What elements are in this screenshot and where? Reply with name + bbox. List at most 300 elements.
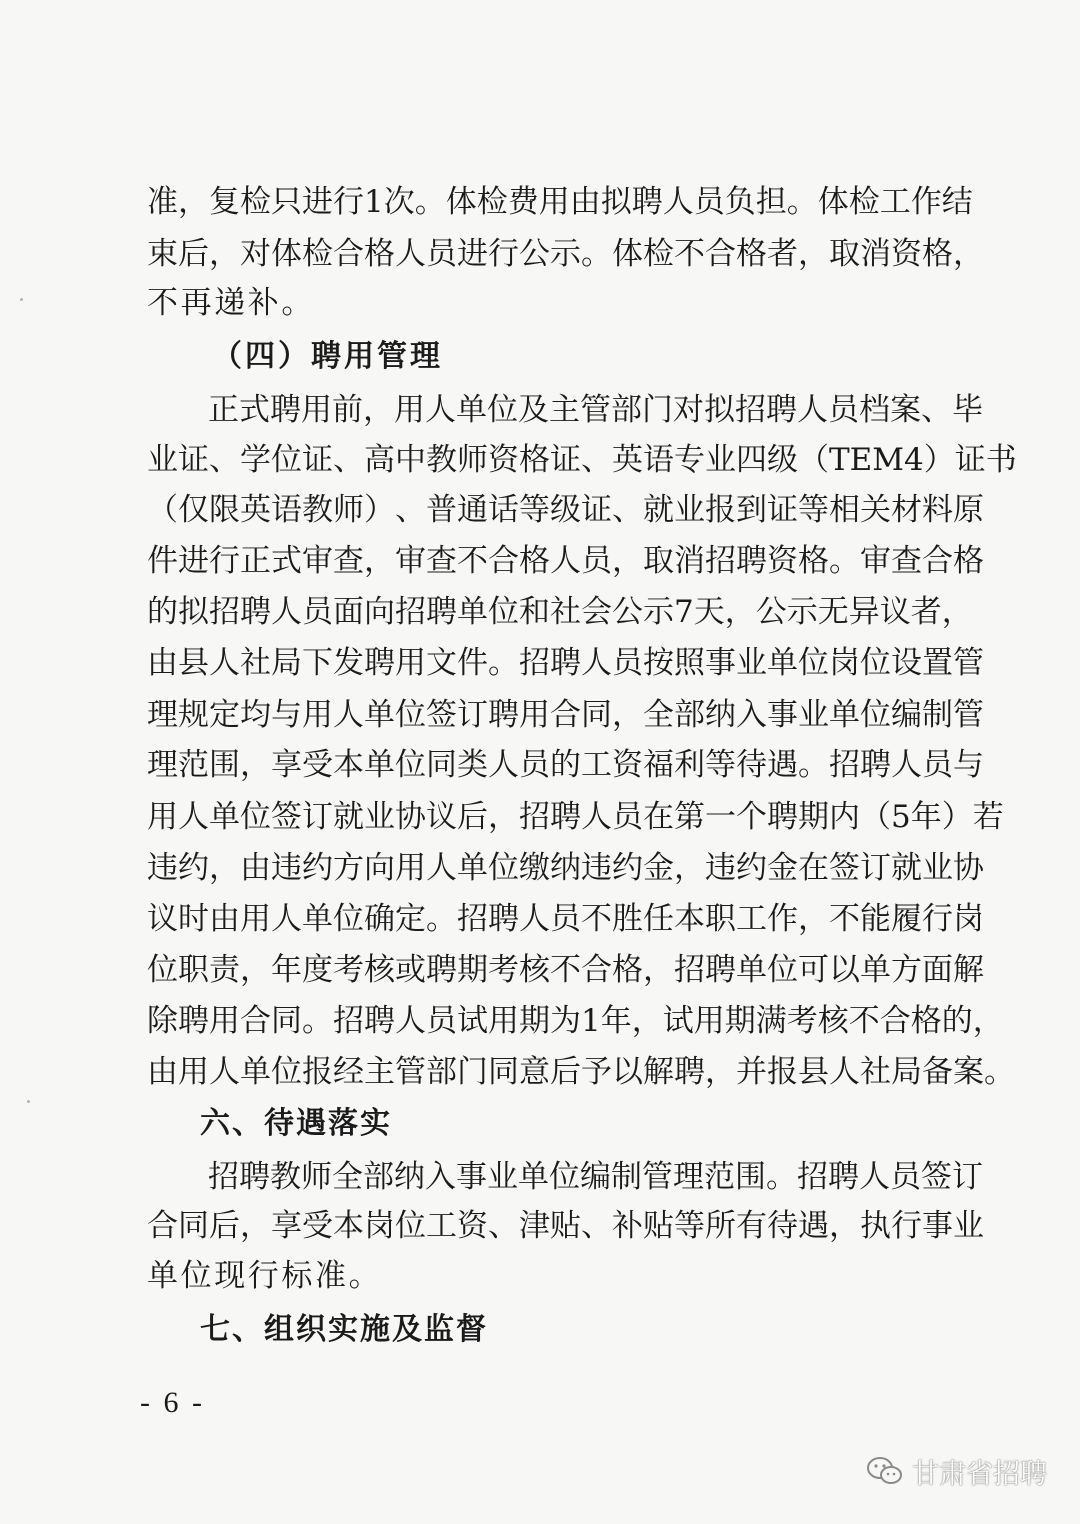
glyph: 单 [457,850,488,886]
paragraph-line [147,440,1017,480]
glyph: 、 [581,1208,612,1244]
glyph: 用 [488,1003,519,1039]
glyph: 签 [271,799,302,835]
glyph: 违 [271,850,302,886]
glyph: 约 [612,850,643,886]
glyph: 单 [209,799,240,835]
glyph: 位 [860,645,891,681]
glyph: 只 [271,184,302,220]
glyph: 不 [457,543,488,579]
glyph: 制 [611,1159,642,1195]
glyph: 事 [922,1208,953,1244]
glyph: 的 [147,594,178,630]
glyph: 第 [674,799,705,835]
glyph: 单 [364,747,395,783]
glyph: 教 [302,492,333,528]
glyph: 就 [643,492,674,528]
glyph: 享 [271,747,302,783]
wechat-icon [866,1456,904,1486]
glyph: 格 [798,543,829,579]
glyph: 招 [457,901,488,937]
glyph: 料 [922,492,953,528]
glyph: 与 [271,697,302,733]
paragraph-line [147,797,1004,837]
glyph: 资 [891,236,922,272]
glyph: 等 [674,1208,705,1244]
glyph: 聘 [828,1159,859,1195]
glyph: 满 [755,1003,787,1039]
glyph: 级 [767,442,798,478]
glyph: 作 [910,184,942,220]
glyph: 津 [519,1208,550,1244]
glyph: ， [953,236,984,272]
glyph: 事 [456,1159,487,1195]
glyph: 就 [891,850,922,886]
glyph: 查 [891,543,922,579]
glyph: 核 [519,952,550,988]
glyph: 公 [519,236,550,272]
glyph: 所 [705,1208,736,1244]
glyph: 贴 [550,1208,581,1244]
glyph: 违 [705,850,736,886]
glyph: 签 [829,850,860,886]
glyph: 检 [240,184,271,220]
glyph: 聘 [239,1159,270,1195]
glyph: 约 [736,850,767,886]
glyph: 经 [333,1054,364,1090]
glyph: 用 [394,392,425,428]
glyph: 公 [612,594,643,630]
glyph: 有 [736,1208,767,1244]
glyph: 部 [611,392,642,428]
glyph: 进 [457,236,488,272]
glyph: 内 [829,799,860,835]
glyph: 师 [301,1159,332,1195]
glyph: ， [363,392,394,428]
glyph: 员 [426,1003,457,1039]
glyph: 。 [766,1159,797,1195]
paragraph-line [147,1052,1015,1092]
glyph: 招 [705,543,736,579]
glyph: ， [612,697,643,733]
glyph: 面 [333,594,364,630]
glyph: 聘 [631,184,663,220]
glyph: 人 [891,747,922,783]
glyph: 合 [333,236,364,272]
glyph: 在 [798,850,829,886]
glyph: 话 [488,492,519,528]
glyph: 全 [332,1159,363,1195]
glyph: 教 [270,1159,301,1195]
glyph: 工 [879,184,911,220]
glyph: 同 [488,1054,519,1090]
glyph: 试 [662,1003,694,1039]
glyph: 年 [271,952,302,988]
glyph: （ [860,799,891,835]
glyph: 考 [786,1003,818,1039]
glyph: 高 [364,442,395,478]
glyph: 单 [364,697,395,733]
glyph: 用 [147,799,178,835]
glyph: 补 [612,1208,643,1244]
glyph: 岗 [829,645,860,681]
paragraph-line [147,695,984,735]
scan-speck [27,1100,30,1103]
glyph: 违 [147,850,178,886]
glyph: 试 [457,1003,488,1039]
glyph: 合 [922,543,953,579]
glyph: 予 [581,1054,612,1090]
glyph: 位 [395,697,426,733]
glyph: 书 [985,442,1017,478]
glyph: 取 [829,236,860,272]
glyph: 发 [333,645,364,681]
glyph: 进 [302,184,333,220]
glyph: 用 [395,645,426,681]
glyph: 部 [674,697,705,733]
glyph: 同 [178,1208,209,1244]
glyph: 制 [922,697,953,733]
glyph: 解 [643,1054,674,1090]
glyph: ， [631,1003,663,1039]
glyph: 由 [209,901,240,937]
glyph: 作 [767,901,798,937]
glyph: 单 [860,952,891,988]
glyph: 人 [662,184,694,220]
glyph: 员 [890,1159,921,1195]
glyph: 规 [178,697,209,733]
glyph: 人 [395,236,426,272]
glyph: 位 [271,442,302,478]
glyph: 示 [643,594,674,630]
glyph: ， [798,236,829,272]
glyph: 期 [457,952,488,988]
glyph: 向 [364,850,395,886]
glyph: 聘 [767,799,798,835]
glyph: 编 [580,1159,611,1195]
glyph: 核 [364,952,395,988]
glyph: 案 [890,392,921,428]
glyph: ， [178,184,209,220]
glyph: 入 [425,1159,456,1195]
glyph: 核 [817,1003,849,1039]
glyph: 缴 [519,850,550,886]
glyph: 可 [798,952,829,988]
glyph: 、 [209,442,240,478]
glyph: 材 [891,492,922,528]
glyph: 协 [953,850,984,886]
glyph: 员 [550,901,581,937]
glyph: 管 [395,1054,426,1090]
glyph: 签 [426,697,457,733]
glyph: 人 [581,645,612,681]
glyph: 招 [735,392,766,428]
glyph: 聘 [766,392,797,428]
glyph: ， [364,543,395,579]
glyph: 主 [364,1054,395,1090]
glyph: 正 [240,543,271,579]
glyph: 确 [364,901,395,937]
glyph: 结 [941,184,973,220]
glyph: 员 [426,236,457,272]
glyph: 不 [550,952,581,988]
glyph: 检 [302,236,333,272]
paragraph-line [147,490,984,530]
glyph: 或 [395,952,426,988]
glyph: 人 [519,901,550,937]
paragraph-line: 单位现行标准。 [147,1258,383,1294]
glyph: 一 [705,799,736,835]
glyph: 用 [209,1003,240,1039]
glyph: 审 [860,543,891,579]
glyph: 单 [240,1054,271,1090]
glyph: 合 [705,236,736,272]
glyph: 理 [147,747,178,783]
glyph: 。 [984,1054,1015,1090]
glyph: 档 [859,392,890,428]
glyph: 纳 [550,850,581,886]
glyph: 单 [302,901,333,937]
glyph: 位 [488,850,519,886]
glyph: 履 [891,901,922,937]
glyph: 员 [302,594,333,630]
glyph: 合 [147,1208,178,1244]
glyph: 消 [860,236,891,272]
glyph: 5 [891,799,911,835]
section-heading: （四）聘用管理 [212,339,443,374]
glyph: 位 [488,594,519,630]
glyph: 、 [395,492,426,528]
glyph: 解 [953,952,984,988]
glyph: 师 [333,492,364,528]
glyph: ， [240,747,271,783]
glyph: 意 [519,1054,550,1090]
glyph: 同 [426,747,457,783]
glyph: ， [612,543,643,579]
glyph: 招 [209,594,240,630]
glyph: 证 [581,492,612,528]
glyph: 合 [879,1003,911,1039]
glyph: 年 [910,799,942,835]
glyph: 位 [271,1054,302,1090]
glyph: 人 [859,1159,890,1195]
glyph: 门 [457,1054,488,1090]
glyph: 用 [301,392,332,428]
glyph: 管 [580,392,611,428]
glyph: 定 [209,697,240,733]
glyph: ， [705,1054,736,1090]
glyph: 期 [519,1003,550,1039]
glyph: 聘 [364,1003,395,1039]
glyph: ， [643,952,674,988]
glyph: 人 [271,594,302,630]
glyph: 局 [891,1054,922,1090]
glyph: 单 [829,697,860,733]
glyph: 资 [457,1208,488,1244]
glyph: 县 [798,1054,829,1090]
glyph: 范 [704,1159,735,1195]
glyph: 约 [302,850,333,886]
paragraph-line [147,182,973,222]
glyph: 年 [600,1003,632,1039]
glyph: 消 [674,543,705,579]
glyph: 拟 [178,594,209,630]
glyph: 异 [848,594,880,630]
glyph: 案 [953,1054,984,1090]
glyph: 格 [922,236,953,272]
glyph: 格 [519,543,550,579]
glyph: 查 [333,543,364,579]
glyph: 人 [581,799,612,835]
glyph: 中 [395,442,426,478]
glyph: 师 [457,442,488,478]
glyph: 本 [333,1208,364,1244]
glyph: 查 [426,543,457,579]
glyph: 管 [642,1159,673,1195]
glyph: 订 [952,1159,983,1195]
glyph: 1 [364,184,384,220]
glyph: 教 [426,442,457,478]
glyph: TEM4 [829,442,924,478]
glyph: 等 [519,492,550,528]
glyph: 职 [178,952,209,988]
glyph: 聘 [178,1003,209,1039]
glyph: 证 [178,442,209,478]
glyph: 审 [302,543,333,579]
glyph: 招 [208,1159,239,1195]
glyph: 体 [445,184,477,220]
glyph: 置 [922,645,953,681]
glyph: 资 [612,747,643,783]
glyph: 编 [891,697,922,733]
glyph: 证 [954,442,986,478]
glyph: 由 [240,850,271,886]
paragraph-line [147,899,984,939]
glyph: 单 [736,952,767,988]
paragraph-line [147,1001,1004,1041]
glyph: 关 [860,492,891,528]
glyph: 格 [612,952,643,988]
glyph: 招 [519,645,550,681]
glyph: 遇 [767,747,798,783]
glyph: 围 [209,747,240,783]
glyph: 体 [817,184,849,220]
glyph: 次 [383,184,415,220]
glyph: 束 [147,236,178,272]
glyph: 受 [302,1208,333,1244]
glyph: 用 [240,901,271,937]
glyph: 进 [178,543,209,579]
glyph: 7 [674,594,694,630]
glyph: 就 [333,799,364,835]
glyph: 纳 [705,697,736,733]
glyph: 行 [333,184,364,220]
glyph: ， [724,594,756,630]
glyph: 议 [426,799,457,835]
glyph: 订 [457,697,488,733]
glyph: 者 [767,236,798,272]
glyph: 格 [910,1003,942,1039]
glyph: 人 [550,543,581,579]
glyph: ， [798,901,829,937]
glyph: 聘 [674,1054,705,1090]
glyph: 拟 [600,184,632,220]
glyph: 负 [724,184,756,220]
glyph: ， [829,1208,860,1244]
paragraph-line [147,745,984,785]
glyph: 类 [457,747,488,783]
glyph: 工 [426,1208,457,1244]
glyph: 合 [550,697,581,733]
glyph: 期 [798,799,829,835]
glyph: 单 [457,594,488,630]
glyph: 聘 [488,697,519,733]
glyph: 人 [425,392,456,428]
glyph: 聘 [705,952,736,988]
glyph: 拟 [704,392,735,428]
glyph: 位 [549,1159,580,1195]
glyph: 约 [178,850,209,886]
glyph: 报 [302,1054,333,1090]
glyph: 人 [178,799,209,835]
glyph: 格 [736,236,767,272]
glyph: 合 [581,952,612,988]
glyph: 资 [488,442,519,478]
glyph: 面 [922,952,953,988]
glyph: 员 [612,645,643,681]
glyph: 聘 [364,645,395,681]
glyph: 在 [643,799,674,835]
glyph: 待 [736,747,767,783]
watermark-text: 甘肃省招聘 [912,1458,1047,1490]
glyph: 的 [941,1003,973,1039]
glyph: 的 [550,747,581,783]
glyph: 贴 [643,1208,674,1244]
glyph: 后 [457,799,488,835]
glyph: 单 [456,392,487,428]
glyph: 和 [519,594,550,630]
glyph: 业 [736,645,767,681]
glyph: 不 [674,236,705,272]
glyph: ， [674,850,705,886]
glyph: 门 [642,392,673,428]
glyph: 时 [178,901,209,937]
glyph: 合 [240,1003,271,1039]
glyph: 不 [581,901,612,937]
glyph: 同 [581,697,612,733]
glyph: 订 [860,850,891,886]
glyph: 工 [581,747,612,783]
glyph: 用 [538,184,570,220]
glyph: 胜 [612,901,643,937]
glyph: 证 [302,442,333,478]
glyph: 。 [302,1003,333,1039]
glyph: ） [364,492,395,528]
glyph: 员 [922,747,953,783]
glyph: 期 [724,1003,756,1039]
glyph: 协 [395,799,426,835]
glyph: 个 [736,799,767,835]
glyph: 金 [643,850,674,886]
glyph: 违 [581,850,612,886]
glyph: 。 [414,184,446,220]
glyph: 向 [364,594,395,630]
glyph: 单 [518,1159,549,1195]
glyph: 行 [891,1208,922,1244]
glyph: 检 [848,184,880,220]
glyph: 聘 [860,747,891,783]
glyph: ， [972,1003,1004,1039]
